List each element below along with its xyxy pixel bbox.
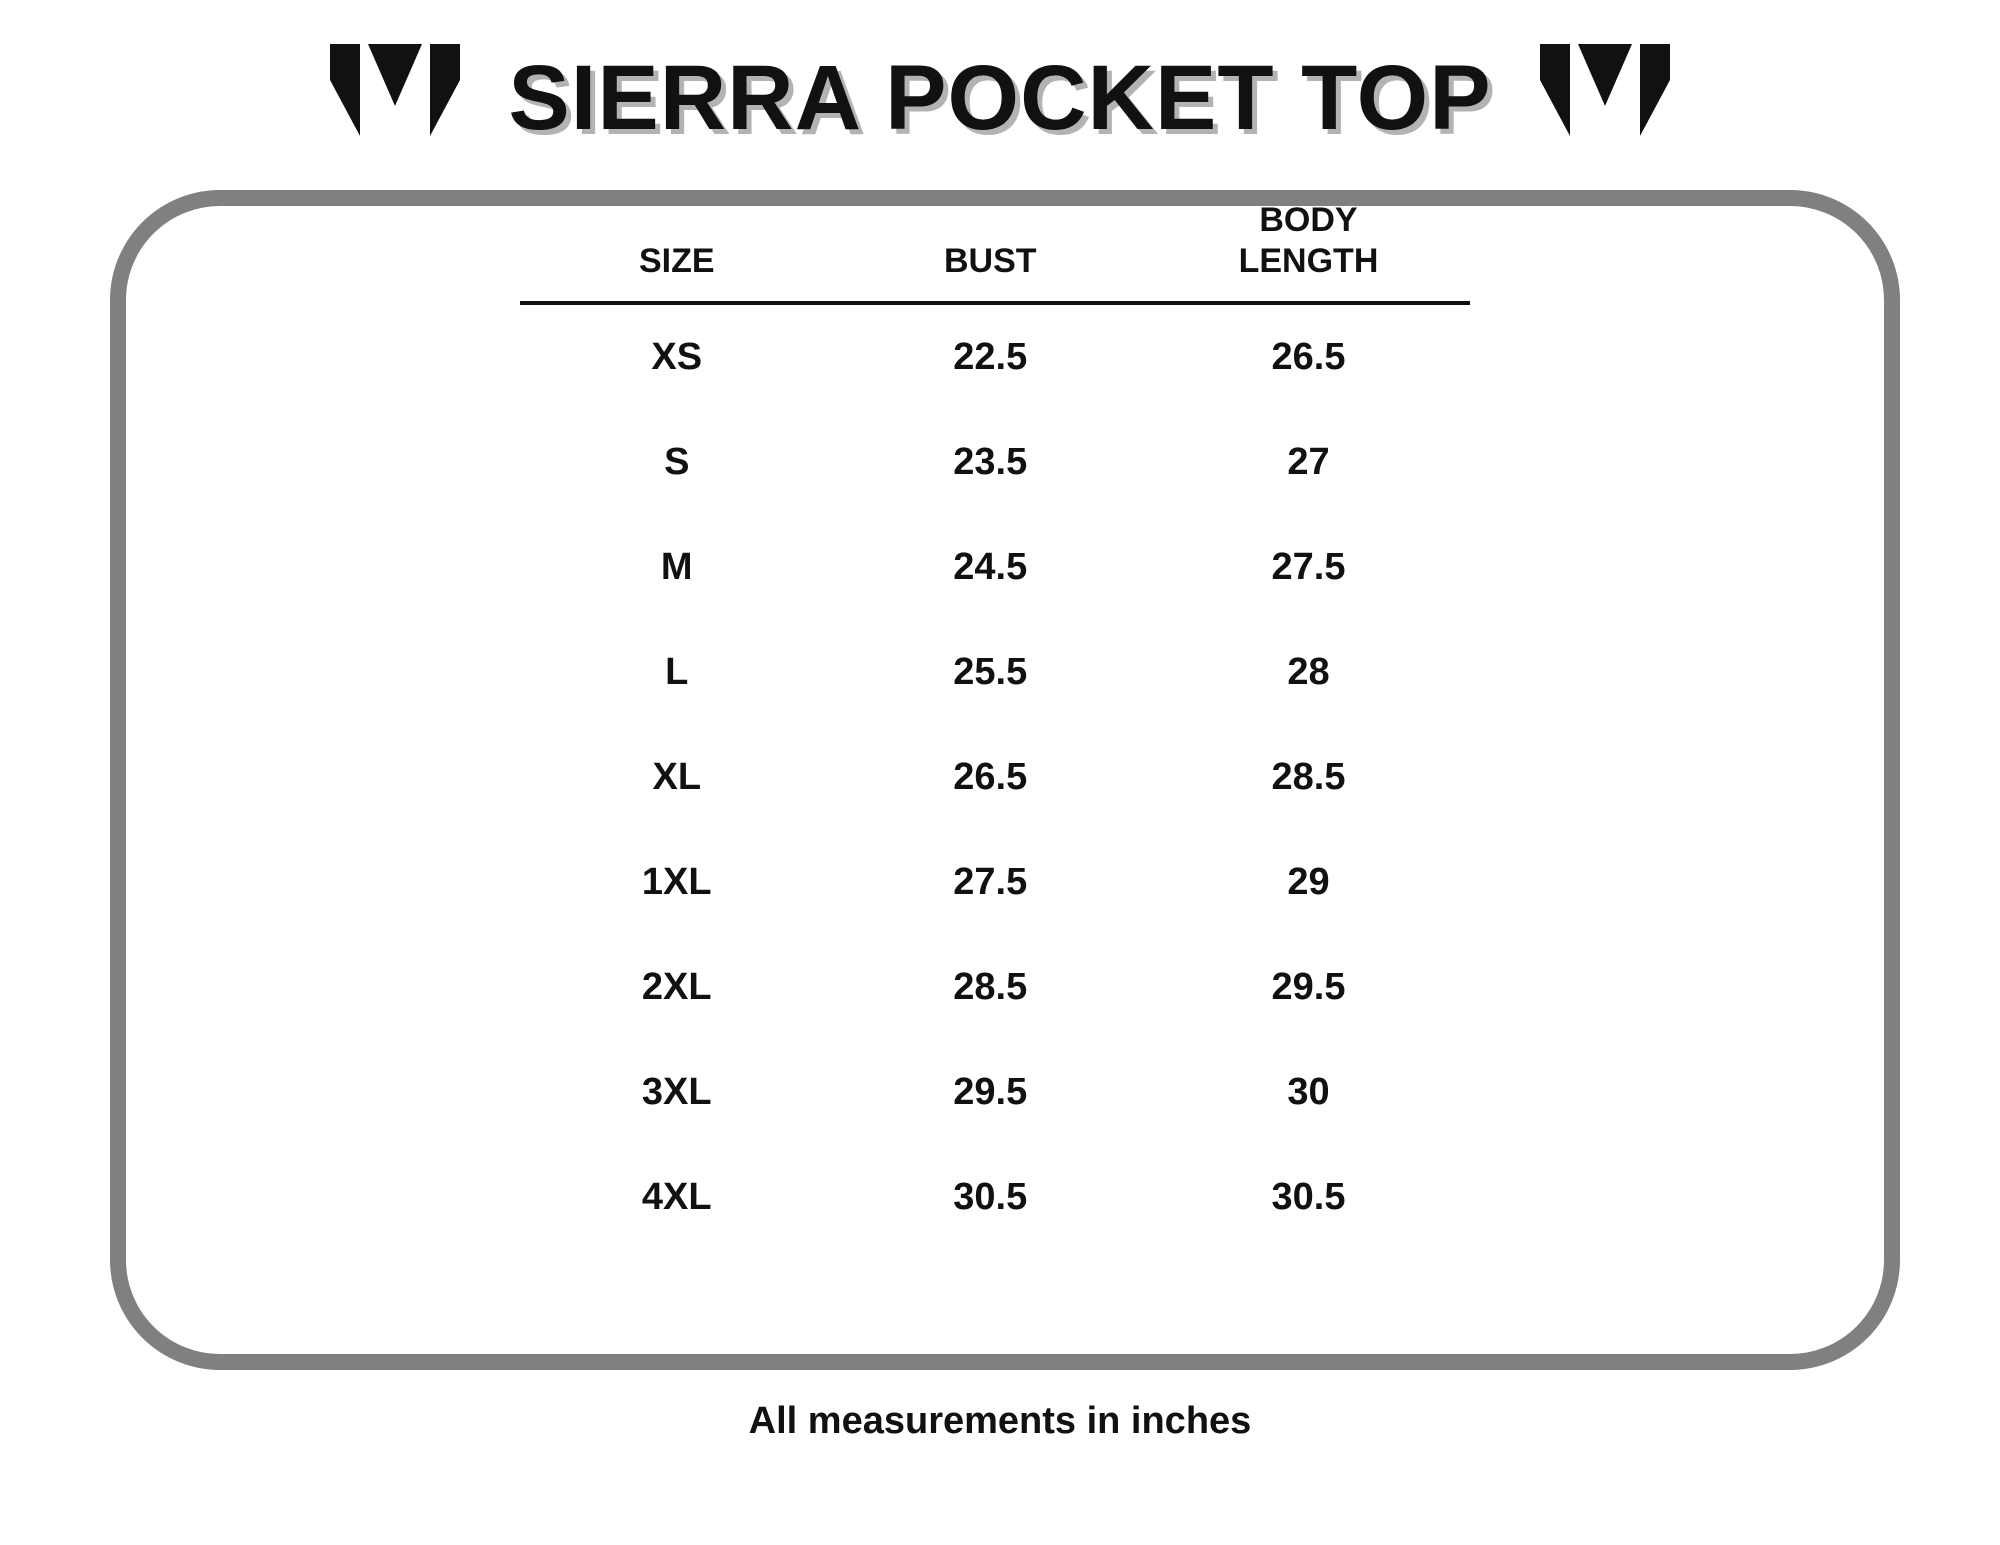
- cell-bust: 25.5: [953, 650, 1028, 693]
- cell-body-length: 26.5: [1271, 335, 1346, 378]
- table-row: [520, 830, 1470, 935]
- size-table: [520, 200, 1470, 1250]
- table-row: [520, 1145, 1470, 1250]
- cell-bust: 29.5: [953, 1070, 1028, 1113]
- cell-size: 4XL: [641, 1175, 712, 1218]
- cell-size: 2XL: [641, 965, 712, 1008]
- cell-size: XS: [651, 335, 703, 378]
- table-header-row: [520, 200, 1470, 303]
- cell-size: M: [660, 545, 693, 588]
- cell-body-length: 29: [1287, 860, 1330, 903]
- column-header-size: SIZE: [520, 200, 834, 303]
- cell-size: XL: [652, 755, 702, 798]
- table-row: [520, 725, 1470, 830]
- cell-size: 1XL: [641, 860, 712, 903]
- cell-bust: 26.5: [953, 755, 1028, 798]
- cell-body-length: 27.5: [1271, 545, 1346, 588]
- cell-body-length: 29.5: [1271, 965, 1346, 1008]
- cell-bust: 30.5: [953, 1175, 1028, 1218]
- cell-bust: 28.5: [953, 965, 1028, 1008]
- table-row: [520, 935, 1470, 1040]
- column-header-bust: BUST: [834, 200, 1148, 303]
- cell-body-length: 30: [1287, 1070, 1330, 1113]
- cell-size: S: [664, 440, 690, 483]
- column-header-body-length-line1: BODY: [1259, 201, 1358, 239]
- table-row: [520, 303, 1470, 410]
- table-body: [520, 303, 1470, 1250]
- cell-bust: 22.5: [953, 335, 1028, 378]
- table-row: [520, 515, 1470, 620]
- column-header-body-length: [1147, 200, 1470, 303]
- size-table-container: [520, 200, 1470, 1250]
- column-header-body-length-line2: LENGTH: [1238, 242, 1379, 281]
- cell-size: L: [665, 650, 689, 693]
- cell-bust: 24.5: [953, 545, 1028, 588]
- table-row: [520, 620, 1470, 725]
- cell-body-length: 28: [1287, 650, 1330, 693]
- measurement-note: All measurements in inches: [748, 1400, 1252, 1442]
- brand-chevron-logo-left: [330, 44, 460, 152]
- table-row: [520, 410, 1470, 515]
- cell-body-length: 30.5: [1271, 1175, 1346, 1218]
- cell-body-length: 27: [1287, 440, 1330, 483]
- cell-bust: 27.5: [953, 860, 1028, 903]
- cell-bust: 23.5: [953, 440, 1028, 483]
- header: [0, 30, 2000, 165]
- table-row: [520, 1040, 1470, 1145]
- table-header: [520, 200, 1470, 303]
- cell-size: 3XL: [641, 1070, 712, 1113]
- cell-body-length: 28.5: [1271, 755, 1346, 798]
- brand-chevron-logo-right: [1540, 44, 1670, 152]
- page-title: SIERRA POCKET TOP: [508, 46, 1492, 149]
